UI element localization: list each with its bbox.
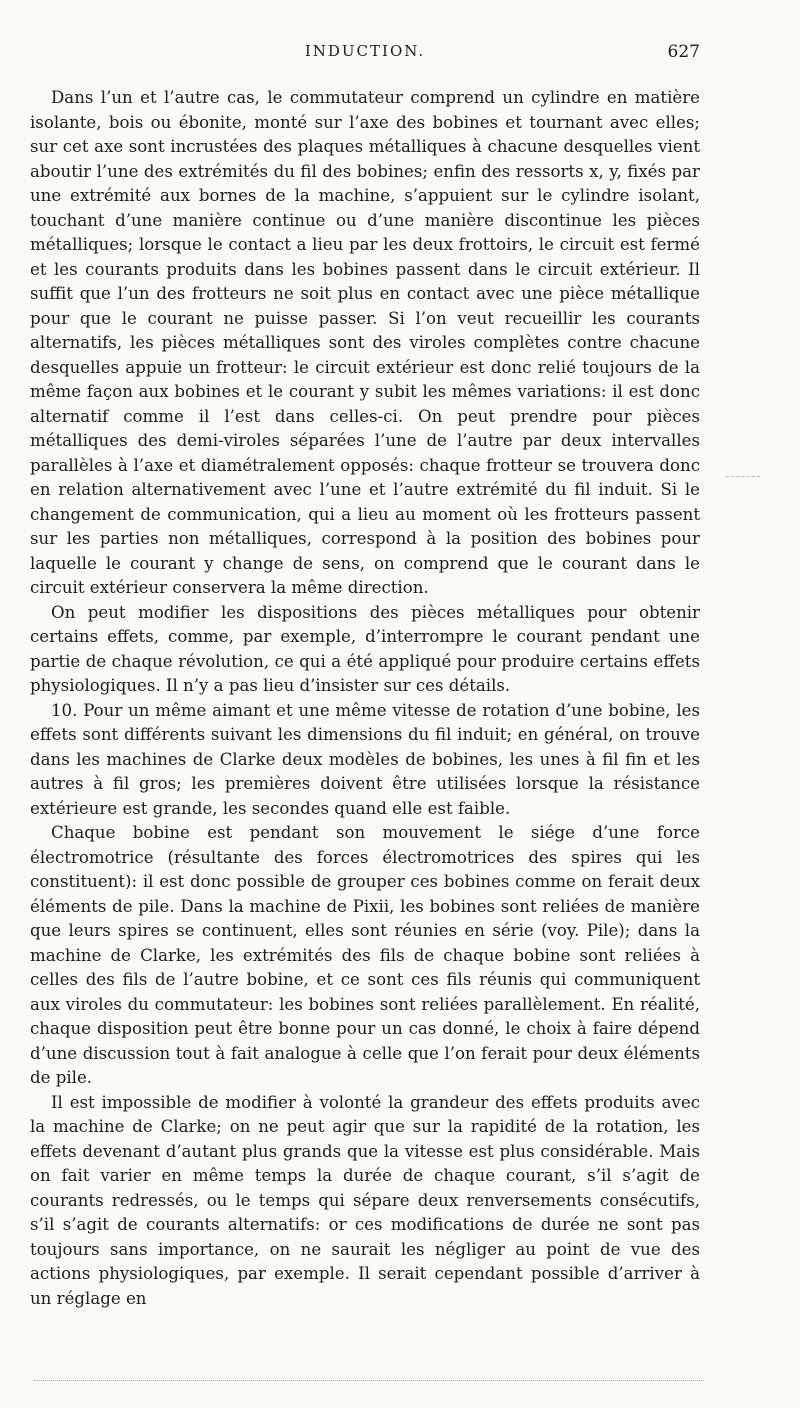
margin-mark xyxy=(726,476,760,477)
body-text xyxy=(30,86,700,1311)
footer-dotted-rule xyxy=(34,1380,704,1381)
book-page xyxy=(30,18,700,1311)
paragraph-commutateur: Dans l’un et l’autre cas, le commutateur comprend un cylindre en matière isolante, bois ou ébonite, monté sur l’axe des bobines et tournant avec elles; sur cet axe sont incrustées des plaques métalliques à chacune desquelles vient aboutir l’une des extrémités du fil des bobines; enfin des ressorts x, y, fixés par une extrémité aux bornes de la machine, s’appuient sur le cylindre isolant, touchant d’une manière continue ou d’une manière discontinue les pièces métalliques; lorsque le contact a lieu par les deux frottoirs, le circuit est fermé et les courants produits dans les bobines passent dans le circuit extérieur. Il suffit que l’un des frotteurs ne soit plus en contact avec une pièce métallique pour que le courant ne puisse passer. Si l’on veut recueillir les courants alternatifs, les pièces métalliques sont des viroles complètes contre chacune desquelles appuie un frotteur: le circuit extérieur est donc relié toujours de la même façon aux bobines et le courant y subit les mêmes variations: il est donc alternatif comme il l’est dans celles-ci. On peut prendre pour pièces métalliques des demi-viroles séparées l’une de l’autre par deux intervalles parallèles à l’axe et diamétralement opposés: chaque frotteur se trouvera donc en relation alternativement avec l’une et l’autre extrémité du fil induit. Si le changement de communication, qui a lieu au moment où les frotteurs passent sur les parties non métalliques, correspond à la position des bobines pour laquelle le courant y change de sens, on comprend que le courant dans le circuit extérieur conservera la même direction. xyxy=(30,88,700,597)
page-header xyxy=(30,18,700,62)
paragraph-section-10: 10. Pour un même aimant et une même vitesse de rotation d’une bobine, les effets sont différents suivant les dimensions du fil induit; en général, on trouve dans les machines de Clarke deux modèles de bobines, les unes à fil fin et les autres à fil gros; les premières doivent être utilisées lorsque la résistance extérieure est grande, les secondes quand elle est faible. xyxy=(30,700,700,818)
paragraph-clarke-reglage: Il est impossible de modifier à volonté la grandeur des effets produits avec la machine de Clarke; on ne peut agir que sur la rapidité de la rotation, les effets devenant d’autant plus grands que la vitesse est plus considérable. Mais on fait varier en même temps la durée de chaque courant, s’il s’agit de courants redressés, ou le temps qui sépare deux renversements consécutifs, s’il s’agit de courants alternatifs: or ces modifications de durée ne sont pas toujours sans importance, on ne saurait les négliger au point de vue des actions physiologiques, par exemple. Il serait cependant possible d’arriver à un réglage en xyxy=(30,1092,700,1308)
paragraph-force-electromotrice: Chaque bobine est pendant son mouvement le siége d’une force électromotrice (résultante des forces électromotrices des spires qui les constituent): il est donc possible de grouper ces bobines comme on ferait deux éléments de pile. Dans la machine de Pixii, les bobines sont reliées de manière que leurs spires se continuent, elles sont réunies en série (voy. Pile); dans la machine de Clarke, les extrémités des fils de chaque bobine sont reliées à celles des fils de l’autre bobine, et ce sont ces fils réunis qui communiquent aux viroles du commutateur: les bobines sont reliées parallèlement. En réalité, chaque disposition peut être bonne pour un cas donné, le choix à faire dépend d’une discussion tout à fait analogue à celle que l’on ferait pour deux éléments de pile. xyxy=(30,823,700,1087)
paragraph-dispositions: On peut modifier les dispositions des pièces métalliques pour obtenir certains effets, comme, par exemple, d’interrompre le courant pendant une partie de chaque révolution, ce qui a été appliqué pour produire certains effets physiologiques. Il n’y a pas lieu d’insister sur ces détails. xyxy=(30,602,700,695)
running-title: INDUCTION. xyxy=(304,42,426,60)
page-number: 627 xyxy=(667,42,700,62)
